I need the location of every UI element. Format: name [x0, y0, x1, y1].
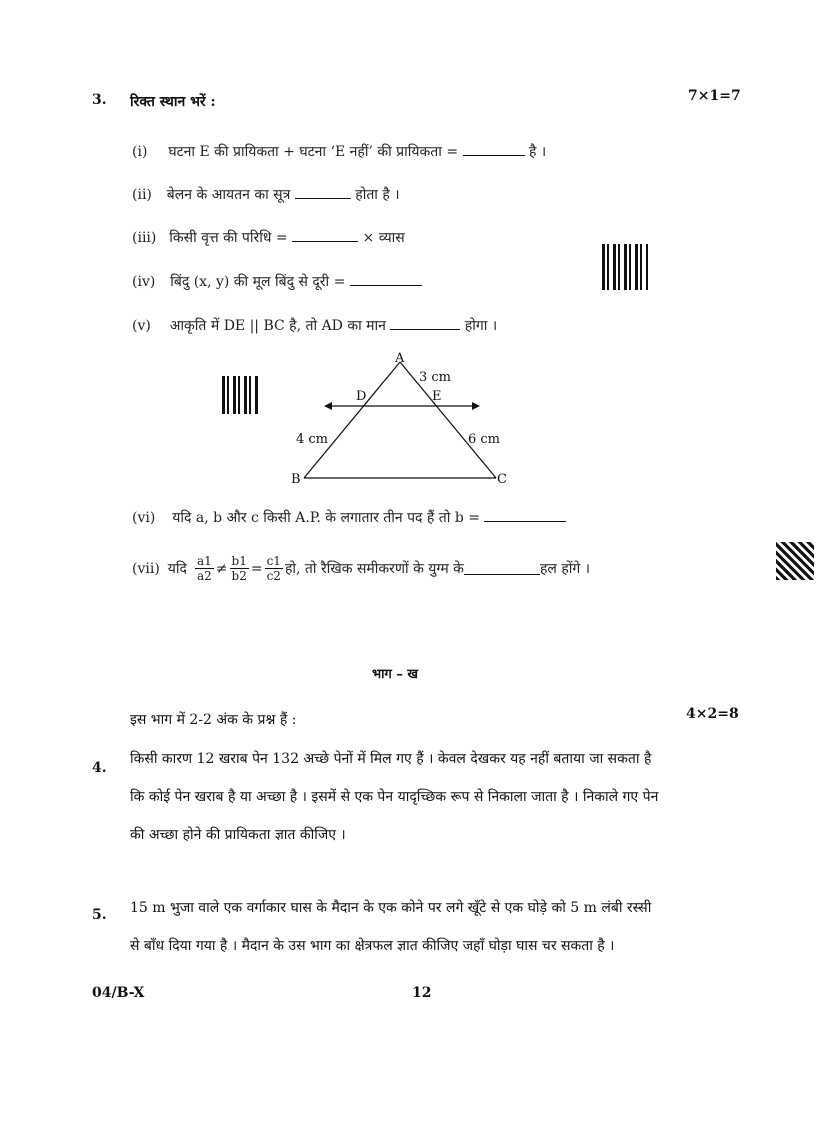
vertex-c: C	[497, 472, 507, 487]
q5-line: 15 m भुजा वाले एक वर्गाकार घास के मैदान के एक कोने पर लगे खूँटे से एक घोड़े को 5 m लंबी रस्सी	[130, 900, 652, 916]
item-after: होता है ।	[350, 187, 400, 203]
answer-blank	[292, 229, 358, 242]
item-text: बिंदु (x, y) की मूल बिंदु से दूरी =	[170, 274, 350, 290]
item-label: (iv)	[132, 274, 156, 290]
item-text: यदि a, b और c किसी A.P. के लगातार तीन पद हैं तो b =	[172, 510, 485, 526]
item-label: (ii)	[132, 187, 152, 203]
q3-item-iii	[132, 228, 405, 247]
length-ec: 6 cm	[468, 432, 501, 447]
item-after: है ।	[524, 144, 547, 160]
fraction-a	[195, 554, 214, 583]
answer-blank	[390, 317, 460, 330]
q5-number: 5.	[92, 907, 107, 923]
frac-a2: a2	[196, 569, 212, 583]
answer-blank	[464, 562, 540, 575]
item-label: (i)	[132, 144, 148, 160]
q3-marks: 7×1=7	[688, 88, 741, 104]
q3-item-ii	[132, 185, 400, 204]
page-number: 12	[412, 985, 432, 1001]
q3-item-v	[132, 316, 497, 335]
q5-text	[130, 889, 651, 965]
triangle-figure	[280, 350, 520, 490]
vertex-a: A	[395, 351, 405, 366]
item-label: (vi)	[132, 510, 156, 526]
item-label: (v)	[132, 318, 151, 334]
qr-code-icon	[776, 542, 814, 580]
item-label: (iii)	[132, 230, 157, 246]
neq-sign: ≠	[215, 560, 228, 577]
fraction-b	[230, 554, 249, 583]
q3-item-i	[132, 142, 546, 161]
arrow-right-icon	[472, 402, 480, 410]
item-text: हो, तो रैखिक समीकरणों के युग्म के	[284, 561, 464, 577]
section-title: भाग – ख	[372, 667, 419, 682]
section-intro: इस भाग में 2-2 अंक के प्रश्न हैं :	[130, 712, 297, 728]
length-ae: 3 cm	[419, 370, 452, 385]
q3-item-iv	[132, 272, 422, 291]
vertex-e: E	[432, 389, 442, 404]
frac-c2: c2	[266, 569, 281, 583]
q3-item-vii	[132, 554, 590, 583]
frac-b1: b1	[231, 554, 247, 568]
item-text: घटना E की प्रायिकता + घटना ‘E नहीं’ की प्रायिकता =	[168, 144, 463, 160]
item-after: हल होंगे ।	[539, 561, 591, 577]
item-text: आकृति में DE || BC है, तो AD का मान	[169, 318, 391, 334]
barcode-icon	[222, 376, 260, 414]
item-after: होगा ।	[460, 318, 498, 334]
q4-line: किसी कारण 12 खराब पेन 132 अच्छे पेनों में मिल गए हैं । केवल देखकर यह नहीं बताया जा सकता है	[130, 751, 652, 767]
item-text-pre: यदि	[167, 561, 187, 577]
frac-b2: b2	[231, 569, 247, 583]
arrow-left-icon	[324, 402, 332, 410]
frac-c1: c1	[266, 554, 281, 568]
q4-line: की अच्छा होने की प्रायिकता ज्ञात कीजिए ।	[130, 827, 346, 843]
item-label: (vii)	[132, 560, 160, 577]
barcode-icon	[602, 244, 648, 290]
vertex-b: B	[291, 472, 301, 487]
fraction-c	[265, 554, 283, 583]
answer-blank	[350, 273, 422, 286]
eq-sign: =	[250, 560, 263, 577]
q3-title: रिक्त स्थान भरें :	[130, 94, 216, 110]
item-after: × व्यास	[358, 230, 405, 246]
q4-line: कि कोई पेन खराब है या अच्छा है । इसमें से एक पेन यादृच्छिक रूप से निकाला जाता है । निकाले गए पेन	[130, 789, 659, 805]
q3-item-vi	[132, 508, 566, 527]
frac-a1: a1	[196, 554, 212, 568]
q4-text	[130, 740, 658, 854]
item-text: बेलन के आयतन का सूत्र	[166, 187, 295, 203]
item-text: किसी वृत्त की परिधि =	[169, 230, 293, 246]
q4-number: 4.	[92, 760, 107, 776]
side-ab	[304, 362, 400, 478]
vertex-d: D	[356, 389, 367, 404]
q5-line: से बाँध दिया गया है । मैदान के उस भाग का क्षेत्रफल ज्ञात कीजिए जहाँ घोड़ा घास चर सकता है ।	[130, 938, 615, 954]
q3-number: 3.	[92, 92, 107, 108]
paper-code: 04/B-X	[92, 985, 145, 1001]
answer-blank	[463, 143, 525, 156]
length-db: 4 cm	[296, 432, 329, 447]
answer-blank	[295, 186, 351, 199]
answer-blank	[484, 509, 566, 522]
section-marks: 4×2=8	[686, 706, 739, 722]
